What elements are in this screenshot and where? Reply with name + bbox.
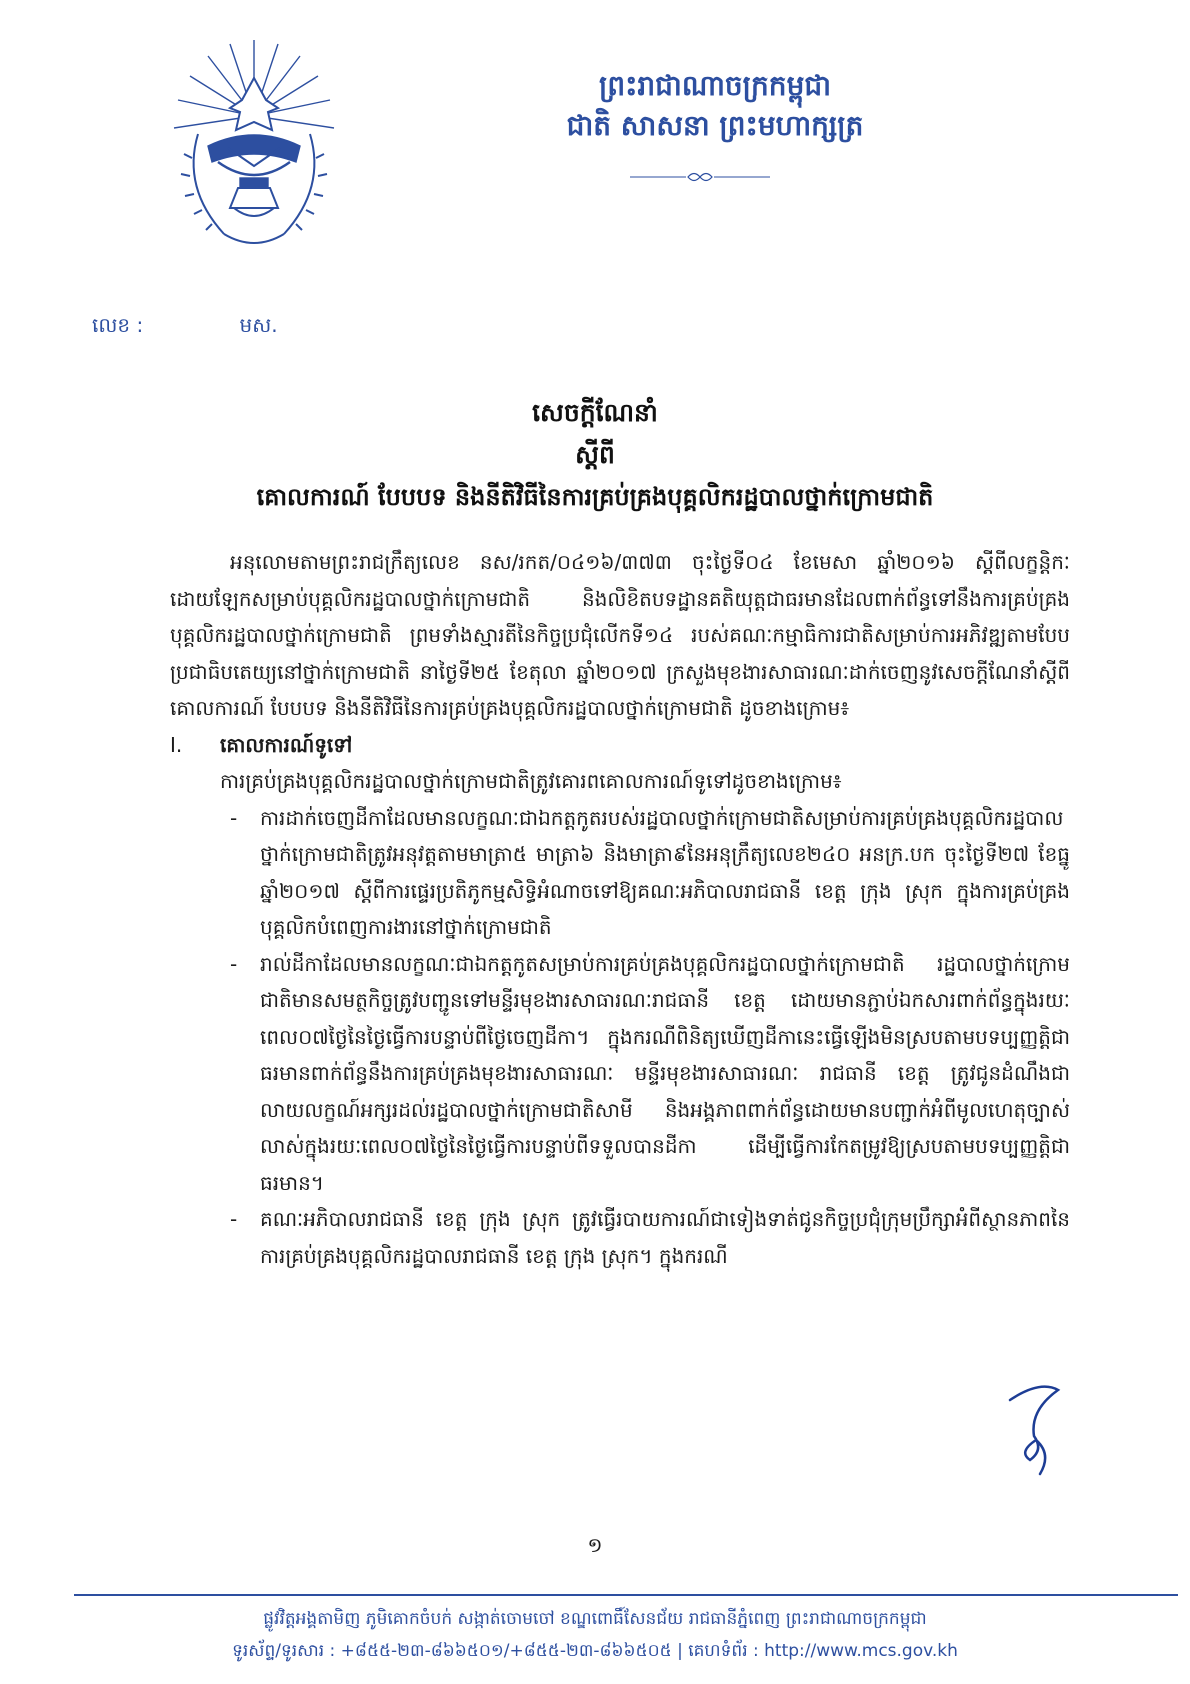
initial-signature [1000,1380,1070,1480]
nation-religion-king-motto: ជាតិ សាសនា ព្រះមហាក្សត្រ [566,109,864,142]
document-body [170,544,1070,1274]
list-item: - ការដាក់ចេញដីកាដែលមានលក្ខណៈជាឯកត្តកូតរបស់រដ្ឋបាលថ្នាក់ក្រោមជាតិសម្រាប់ការគ្រប់គ្រងបុគ្គលិករដ្ឋបាលថ្នាក់ក្រោមជាតិត្រូវអនុវត្តតាមមាត្រា៥ មាត្រា៦ និងមាត្រា៩នៃអនុក្រឹត្យលេខ២៤០ អនក្រ.បក ចុះថ្ងៃទី២៧ ខែធ្នូ ឆ្នាំ២០១៧ ស្តីពីការផ្ទេរប្រតិភូកម្មសិទ្ធិអំណាចទៅឱ្យគណៈអភិបាលរាជធានី ខេត្ត ក្រុង ស្រុក ក្នុងការគ្រប់គ្រងបុគ្គលិកបំពេញការងារនៅថ្នាក់ក្រោមជាតិ [230,800,1070,946]
page-number: ១ [587,1533,603,1557]
section-heading [170,727,1070,764]
ornament-divider [630,170,770,184]
section-label: គោលការណ៍ទូទៅ [220,732,353,757]
footer-address: ផ្លូវវិត្តអង្គតាមិញ ភូមិគោកចំបក់ សង្កាត់ចោមចៅ ខណ្ឌពោធិ៍សែនជ័យ រាជធានីភ្នំពេញ ព្រះរាជាណាចក្រកម្ពុជា [263,1609,927,1629]
document-subtitle-about: ស្តីពី [575,440,615,469]
list-item-text: រាល់ដីកាដែលមានលក្ខណៈជាឯកត្តកូតសម្រាប់ការគ្រប់គ្រងបុគ្គលិករដ្ឋបាលថ្នាក់ក្រោមជាតិ រដ្ឋបាលថ្នាក់ក្រោមជាតិមានសមត្ថកិច្ចត្រូវបញ្ជូនទៅមន្ទីរមុខងារសាធារណៈរាជធានី ខេត្ត ដោយមានភ្ជាប់ឯកសារពាក់ព័ន្ធក្នុងរយៈពេល០៧ថ្ងៃនៃថ្ងៃធ្វើការបន្ទាប់ពីថ្ងៃចេញដីកា។ ក្នុងករណីពិនិត្យឃើញដីកានេះធ្វើឡើងមិនស្របតាមបទប្បញ្ញត្តិជាធរមានពាក់ព័ន្ធនឹងការគ្រប់គ្រងមុខងារសាធារណៈ មន្ទីរមុខងារសាធារណៈ រាជធានី ខេត្ត ត្រូវជូនដំណឹងជាលាយលក្ខណ៍អក្សរដល់រដ្ឋបាលថ្នាក់ក្រោមជាតិសាមី និងអង្គភាពពាក់ព័ន្ធដោយមានបញ្ជាក់អំពីមូលហេតុច្បាស់លាស់ក្នុងរយៈពេល០៧ថ្ងៃនៃថ្ងៃធ្វើការបន្ទាប់ពីទទួលបានដីកា ដើម្បីធ្វើការកែតម្រូវឱ្យស្របតាមបទប្បញ្ញត្តិជាធរមាន។ [260,951,1070,1195]
reference-label: លេខ : [92,313,144,337]
reference-line [92,312,286,342]
section-lead: ការគ្រប់គ្រងបុគ្គលិករដ្ឋបាលថ្នាក់ក្រោមជាតិត្រូវគោរពគោលការណ៍ទូទៅដូចខាងក្រោម៖ [220,769,842,793]
reference-suffix: មស. [239,313,278,337]
list-item: - គណៈអភិបាលរាជធានី ខេត្ត ក្រុង ស្រុក ត្រូវធ្វើរបាយការណ៍ជាទៀងទាត់ជូនកិច្ចប្រជុំក្រុមប្រឹក្សាអំពីស្ថានភាពនៃការគ្រប់គ្រងបុគ្គលិករដ្ឋបាលរាជធានី ខេត្ត ក្រុង ស្រុក។ ក្នុងករណី [230,1201,1070,1274]
intro-paragraph: អនុលោមតាមព្រះរាជក្រឹត្យលេខ នស/រកត/០៤១៦/៣៧៣ ចុះថ្ងៃទី០៤ ខែមេសា ឆ្នាំ២០១៦ ស្តីពីលក្ខន្តិកៈដោយឡែកសម្រាប់បុគ្គលិករដ្ឋបាលថ្នាក់ក្រោមជាតិ និងលិខិតបទដ្ឋានគតិយុត្តជាធរមានដែលពាក់ព័ន្ធទៅនឹងការគ្រប់គ្រងបុគ្គលិករដ្ឋបាលថ្នាក់ក្រោមជាតិ ព្រមទាំងស្មារតីនៃកិច្ចប្រជុំលើកទី១៤ របស់គណៈកម្មាធិការជាតិសម្រាប់ការអភិវឌ្ឍតាមបែបប្រជាធិបតេយ្យនៅថ្នាក់ក្រោមជាតិ នាថ្ងៃទី២៥ ខែតុលា ឆ្នាំ២០១៧ ក្រសួងមុខងារសាធារណៈដាក់ចេញនូវសេចក្តីណែនាំស្តីពីគោលការណ៍ បែបបទ និងនីតិវិធីនៃការគ្រប់គ្រងបុគ្គលិករដ្ឋបាលថ្នាក់ក្រោមជាតិ ដូចខាងក្រោម៖ [170,550,1070,720]
document-title: សេចក្តីណែនាំ [532,398,658,427]
kingdom-header [515,66,915,146]
footer-divider [74,1594,1178,1596]
ministry-emblem-logo [168,38,340,264]
list-item-text: គណៈអភិបាលរាជធានី ខេត្ត ក្រុង ស្រុក ត្រូវធ្វើរបាយការណ៍ជាទៀងទាត់ជូនកិច្ចប្រជុំក្រុមប្រឹក្សាអំពីស្ថានភាពនៃការគ្រប់គ្រងបុគ្គលិករដ្ឋបាលរាជធានី ខេត្ត ក្រុង ស្រុក។ ក្នុងករណី [260,1207,1070,1268]
document-subject: គោលការណ៍ បែបបទ និងនីតិវិធីនៃការគ្រប់គ្រងបុគ្គលិករដ្ឋបាលថ្នាក់ក្រោមជាតិ [256,483,934,511]
kingdom-title: ព្រះរាជាណាចក្រកម្ពុជា [598,69,831,102]
list-item-text: ការដាក់ចេញដីកាដែលមានលក្ខណៈជាឯកត្តកូតរបស់រដ្ឋបាលថ្នាក់ក្រោមជាតិសម្រាប់ការគ្រប់គ្រងបុគ្គលិករដ្ឋបាលថ្នាក់ក្រោមជាតិត្រូវអនុវត្តតាមមាត្រា៥ មាត្រា៦ និងមាត្រា៩នៃអនុក្រឹត្យលេខ២៤០ អនក្រ.បក ចុះថ្ងៃទី២៧ ខែធ្នូ ឆ្នាំ២០១៧ ស្តីពីការផ្ទេរប្រតិភូកម្មសិទ្ធិអំណាចទៅឱ្យគណៈអភិបាលរាជធានី ខេត្ត ក្រុង ស្រុក ក្នុងការគ្រប់គ្រងបុគ្គលិកបំពេញការងារនៅថ្នាក់ក្រោមជាតិ [260,805,1070,939]
footer-contact: ទូរស័ព្ទ/ទូរសារ : +៨៥៥-២៣-៨៦៦៥០១/+៨៥៥-២៣-៨៦៦៥០៥ | គេហទំព័រ : http://www.mcs.gov.kh [232,1641,958,1661]
list-item: - រាល់ដីកាដែលមានលក្ខណៈជាឯកត្តកូតសម្រាប់ការគ្រប់គ្រងបុគ្គលិករដ្ឋបាលថ្នាក់ក្រោមជាតិ រដ្ឋបាលថ្នាក់ក្រោមជាតិមានសមត្ថកិច្ចត្រូវបញ្ជូនទៅមន្ទីរមុខងារសាធារណៈរាជធានី ខេត្ត ដោយមានភ្ជាប់ឯកសារពាក់ព័ន្ធក្នុងរយៈពេល០៧ថ្ងៃនៃថ្ងៃធ្វើការបន្ទាប់ពីថ្ងៃចេញដីកា។ ក្នុងករណីពិនិត្យឃើញដីកានេះធ្វើឡើងមិនស្របតាមបទប្បញ្ញត្តិជាធរមានពាក់ព័ន្ធនឹងការគ្រប់គ្រងមុខងារសាធារណៈ មន្ទីរមុខងារសាធារណៈ រាជធានី ខេត្ត ត្រូវជូនដំណឹងជាលាយលក្ខណ៍អក្សរដល់រដ្ឋបាលថ្នាក់ក្រោមជាតិសាមី និងអង្គភាពពាក់ព័ន្ធដោយមានបញ្ជាក់អំពីមូលហេតុច្បាស់លាស់ក្នុងរយៈពេល០៧ថ្ងៃនៃថ្ងៃធ្វើការបន្ទាប់ពីទទួលបានដីកា ដើម្បីធ្វើការកែតម្រូវឱ្យស្របតាមបទប្បញ្ញត្តិជាធរមាន។ [230,946,1070,1202]
section-number: I. [170,732,183,757]
